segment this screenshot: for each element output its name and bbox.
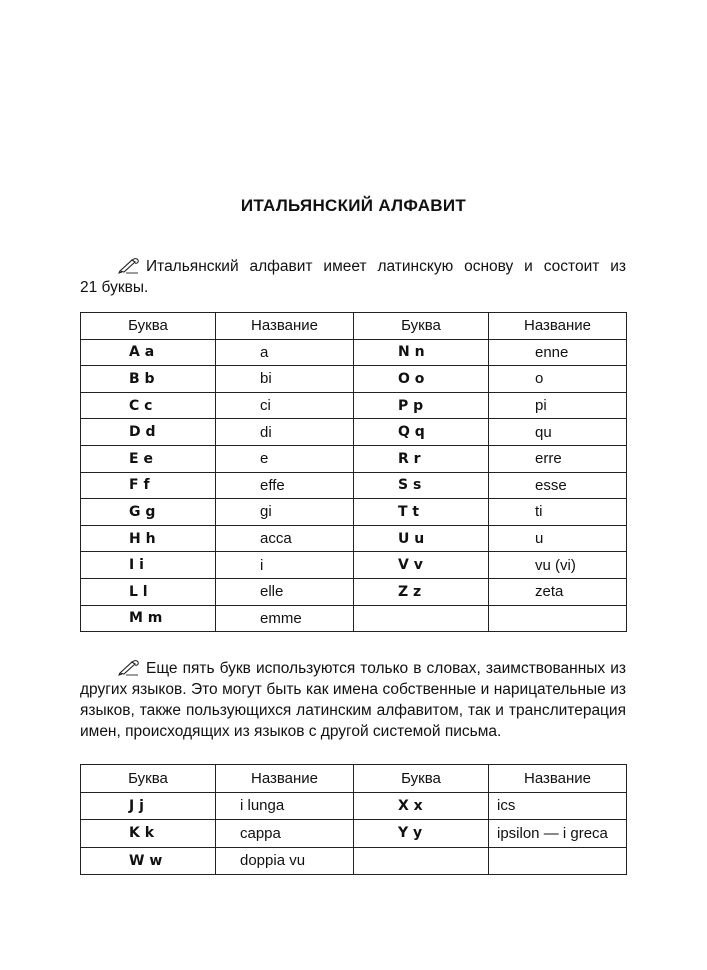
letter-cell: V v [354,552,489,579]
letter-cell: Y y [354,820,489,848]
letter-cell: U u [354,525,489,552]
name-cell: ci [216,392,354,419]
name-cell: effe [216,472,354,499]
intro-paragraph [80,256,626,298]
page-title: ИТАЛЬЯНСКИЙ АЛФАВИТ [240,196,467,215]
writing-hand-icon [118,257,140,274]
name-cell: doppia vu [216,847,354,875]
table-row [81,472,627,499]
letter-cell: W w [81,847,216,875]
letter-cell: Z z [354,578,489,605]
table-row [81,847,627,875]
borrowed-letters-table [80,764,627,875]
note-text: Еще пять букв используются только в словах, заимствованных из других языков. Это могут быть как имена собственные и нарицательные из языков, также пользующихся латинским алфавитом, так и транслитерация имен, происходящих из языков с другой системой письма. [80,660,626,740]
table-header-row [81,765,627,793]
name-cell: esse [489,472,627,499]
letter-cell: K k [81,820,216,848]
name-cell: e [216,445,354,472]
header-name: Название [489,765,627,793]
letter-cell: D d [81,419,216,446]
name-cell: zeta [489,578,627,605]
name-cell: erre [489,445,627,472]
table-row [81,578,627,605]
name-cell [489,605,627,632]
table-row [81,605,627,632]
header-letter: Буква [354,765,489,793]
header-letter: Буква [81,765,216,793]
alphabet-table [80,312,627,632]
letter-cell: O o [354,366,489,393]
writing-hand-icon [118,659,140,676]
letter-cell: B b [81,366,216,393]
name-cell [489,847,627,875]
name-cell: elle [216,578,354,605]
name-cell: o [489,366,627,393]
intro-line-1: Итальянский алфавит имеет латинскую основу и состоит из [146,258,626,275]
name-cell: i [216,552,354,579]
name-cell: a [216,339,354,366]
table-row [81,499,627,526]
letter-cell: H h [81,525,216,552]
name-cell: enne [489,339,627,366]
letter-cell: C c [81,392,216,419]
header-name: Название [216,765,354,793]
name-cell: ipsilon — i greca [489,820,627,848]
letter-cell: A a [81,339,216,366]
header-name: Название [216,313,354,340]
name-cell: emme [216,605,354,632]
table-row [81,339,627,366]
table-row [81,445,627,472]
name-cell: ics [489,792,627,820]
name-cell: u [489,525,627,552]
letter-cell: E e [81,445,216,472]
letter-cell: F f [81,472,216,499]
letter-cell [354,605,489,632]
letter-cell: N n [354,339,489,366]
name-cell: vu (vi) [489,552,627,579]
letter-cell: J j [81,792,216,820]
name-cell: i lunga [216,792,354,820]
header-name: Название [489,313,627,340]
letter-cell: G g [81,499,216,526]
name-cell: gi [216,499,354,526]
letter-cell: P p [354,392,489,419]
letter-cell: Q q [354,419,489,446]
table-row [81,392,627,419]
table-row [81,820,627,848]
table-row [81,552,627,579]
name-cell: qu [489,419,627,446]
letter-cell: I i [81,552,216,579]
name-cell: cappa [216,820,354,848]
name-cell: ti [489,499,627,526]
note-paragraph [80,658,626,742]
letter-cell: T t [354,499,489,526]
name-cell: di [216,419,354,446]
letter-cell: R r [354,445,489,472]
name-cell: pi [489,392,627,419]
letter-cell [354,847,489,875]
table-row [81,366,627,393]
table-header-row [81,313,627,340]
letter-cell: X x [354,792,489,820]
letter-cell: S s [354,472,489,499]
table-row [81,792,627,820]
name-cell: bi [216,366,354,393]
intro-line-2: 21 буквы. [80,279,149,296]
table-row [81,525,627,552]
name-cell: acca [216,525,354,552]
letter-cell: L l [81,578,216,605]
table-row [81,419,627,446]
letter-cell: M m [81,605,216,632]
header-letter: Буква [354,313,489,340]
header-letter: Буква [81,313,216,340]
